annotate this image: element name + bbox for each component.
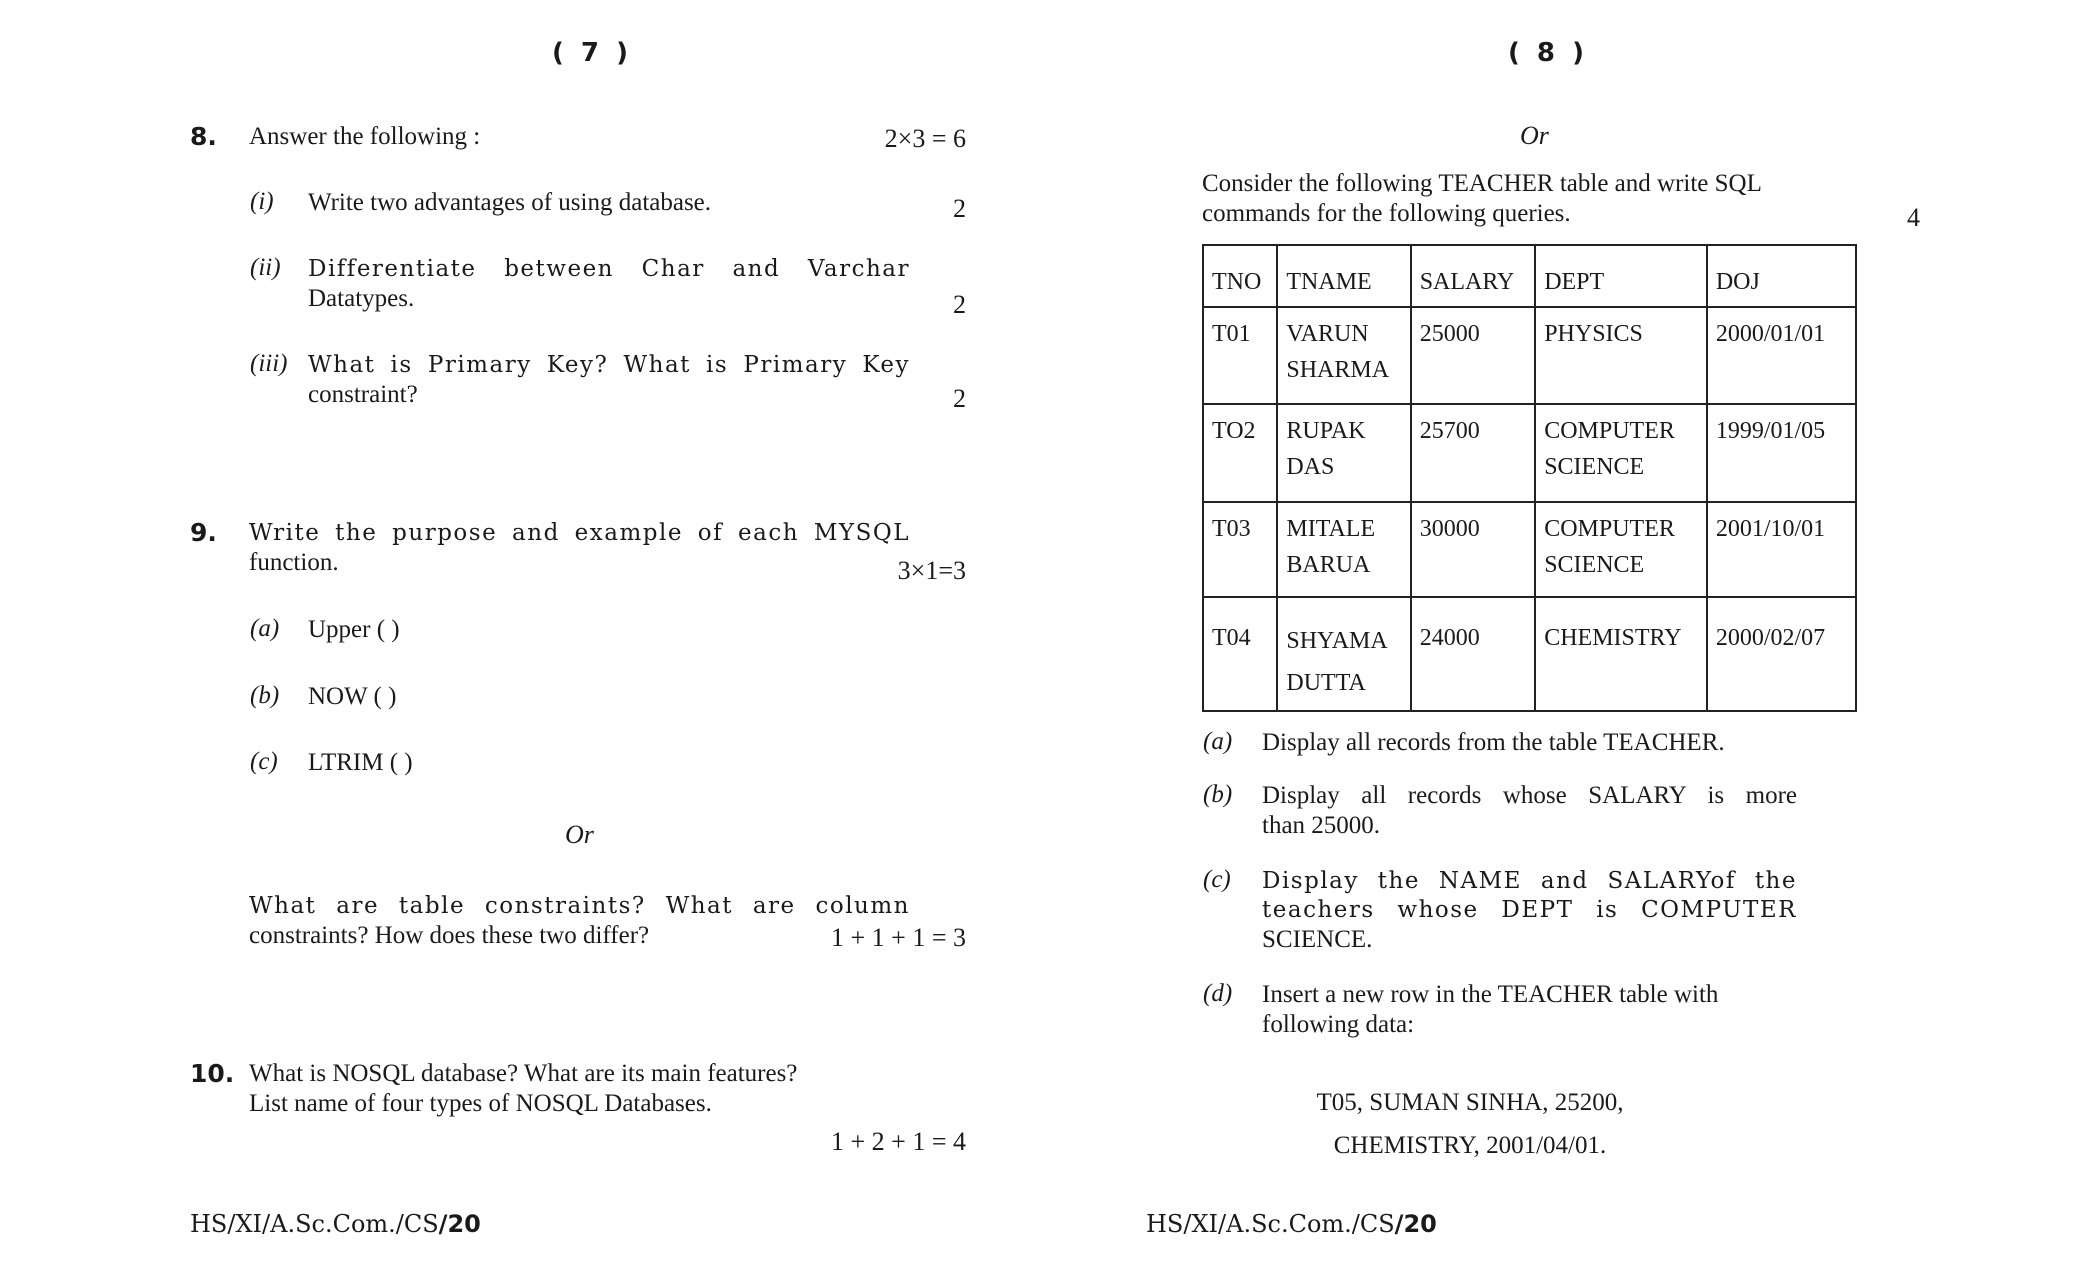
q8-part-iii-text-line2: constraint?: [308, 381, 418, 408]
table-row: [1203, 597, 1856, 711]
q8-part-ii-marks: 2: [953, 290, 966, 319]
cell-doj: 1999/01/05: [1707, 404, 1856, 502]
cell-doj: 2000/01/01: [1707, 307, 1856, 404]
question-10-number: 10.: [190, 1059, 235, 1088]
cell-doj: 2000/02/07: [1707, 597, 1856, 711]
q9-alt-marks: 1 + 1 + 1 = 3: [831, 923, 966, 952]
cell-tname: RUPAK DAS: [1277, 404, 1410, 502]
question-9-text-line2: function.: [249, 549, 339, 576]
cell-dept: PHYSICS: [1535, 307, 1707, 404]
question-8-marks: 2×3 = 6: [884, 124, 966, 153]
cell-tno: TO2: [1203, 404, 1277, 502]
right-or-divider: Or: [1520, 121, 1549, 150]
question-10-text-line1: What is NOSQL database? What are its main features?: [249, 1060, 798, 1087]
column-header-doj: DOJ: [1707, 245, 1856, 307]
question-8-number: 8.: [190, 122, 217, 151]
cell-tname: VARUN SHARMA: [1277, 307, 1410, 404]
q8-part-i-text: Write two advantages of using database.: [308, 189, 712, 216]
cell-dept: COMPUTER SCIENCE: [1535, 502, 1707, 597]
q8-part-ii-text-line2: Datatypes.: [308, 285, 415, 312]
question-9-text-line1: Write the purpose and example of each MYSQL: [249, 520, 910, 546]
cell-tno: T03: [1203, 502, 1277, 597]
cell-tno: T04: [1203, 597, 1277, 711]
q9-part-c-label: (c): [250, 748, 278, 775]
query-c-text-line1: Display the NAME and SALARYof the: [1262, 868, 1797, 894]
q9-part-b-label: (b): [250, 682, 280, 709]
q9-part-a-label: (a): [250, 615, 280, 642]
column-header-dept: DEPT: [1535, 245, 1707, 307]
question-9-marks: 3×1=3: [897, 556, 966, 585]
q8-part-ii-label: (ii): [250, 254, 281, 281]
teacher-intro-line1: Consider the following TEACHER table and write SQL: [1202, 170, 1762, 197]
footer-suffix: /20: [438, 1210, 481, 1238]
cell-salary: 30000: [1411, 502, 1535, 597]
q9-part-c-text: LTRIM ( ): [308, 749, 413, 776]
q8-part-iii-marks: 2: [953, 384, 966, 413]
query-d-text-line1: Insert a new row in the TEACHER table with: [1262, 981, 1719, 1008]
query-b-text-line1: Display all records whose SALARY is more: [1262, 782, 1797, 809]
page-number-left: ( 7 ): [552, 38, 632, 68]
footer-code: HS/XI/A.Sc.Com./CS: [1146, 1210, 1395, 1238]
query-d-label: (d): [1203, 980, 1233, 1007]
cell-dept: COMPUTER SCIENCE: [1535, 404, 1707, 502]
query-c-text-line3: SCIENCE.: [1262, 926, 1373, 953]
q8-part-i-marks: 2: [953, 194, 966, 223]
page-number-right: ( 8 ): [1508, 38, 1588, 68]
cell-tname: MITALE BARUA: [1277, 502, 1410, 597]
q8-part-i-label: (i): [250, 188, 274, 215]
q9-alt-text-line1: What are table constraints? What are column: [249, 893, 910, 919]
insert-data-line2: CHEMISTRY, 2001/04/01.: [1333, 1132, 1607, 1159]
q9-alt-text-line2: constraints? How does these two differ?: [249, 922, 650, 949]
footer-code: HS/XI/A.Sc.Com./CS: [190, 1210, 439, 1238]
query-a-label: (a): [1203, 728, 1233, 755]
column-header-salary: SALARY: [1411, 245, 1535, 307]
question-10-text-line2: List name of four types of NOSQL Databases.: [249, 1090, 712, 1117]
cell-dept: CHEMISTRY: [1535, 597, 1707, 711]
footer-right: [1146, 1210, 1437, 1238]
cell-tname: SHYAMA DUTTA: [1277, 597, 1410, 711]
q8-part-iii-text-line1: What is Primary Key? What is Primary Key: [308, 352, 910, 378]
insert-data-line1: T05, SUMAN SINHA, 25200,: [1316, 1089, 1624, 1116]
table-row: [1203, 502, 1856, 597]
query-c-label: (c): [1203, 866, 1231, 893]
cell-salary: 25700: [1411, 404, 1535, 502]
cell-tno: T01: [1203, 307, 1277, 404]
q8-part-ii-text-line1: Differentiate between Char and Varchar: [308, 256, 910, 282]
footer-suffix: /20: [1394, 1210, 1437, 1238]
teacher-intro-line2: commands for the following queries.: [1202, 200, 1571, 227]
cell-salary: 25000: [1411, 307, 1535, 404]
q9-part-b-text: NOW ( ): [308, 683, 397, 710]
table-header-row: [1203, 245, 1856, 307]
query-a-text: Display all records from the table TEACHER.: [1262, 729, 1725, 756]
question-9-number: 9.: [190, 518, 217, 547]
query-c-text-line2: teachers whose DEPT is COMPUTER: [1262, 897, 1797, 923]
question-10-marks: 1 + 2 + 1 = 4: [831, 1127, 966, 1156]
query-b-text-line2: than 25000.: [1262, 812, 1381, 839]
table-row: [1203, 404, 1856, 502]
query-d-text-line2: following data:: [1262, 1011, 1415, 1038]
question-8-text: Answer the following :: [249, 123, 481, 150]
table-row: [1203, 307, 1856, 404]
q9-part-a-text: Upper ( ): [308, 616, 400, 643]
query-b-label: (b): [1203, 781, 1233, 808]
teacher-table: [1202, 244, 1857, 712]
q9-or-divider: Or: [565, 820, 594, 849]
column-header-tname: TNAME: [1277, 245, 1410, 307]
footer-left: [190, 1210, 481, 1238]
q8-part-iii-label: (iii): [250, 350, 288, 377]
cell-doj: 2001/10/01: [1707, 502, 1856, 597]
teacher-question-marks: 4: [1907, 203, 1920, 232]
cell-salary: 24000: [1411, 597, 1535, 711]
column-header-tno: TNO: [1203, 245, 1277, 307]
